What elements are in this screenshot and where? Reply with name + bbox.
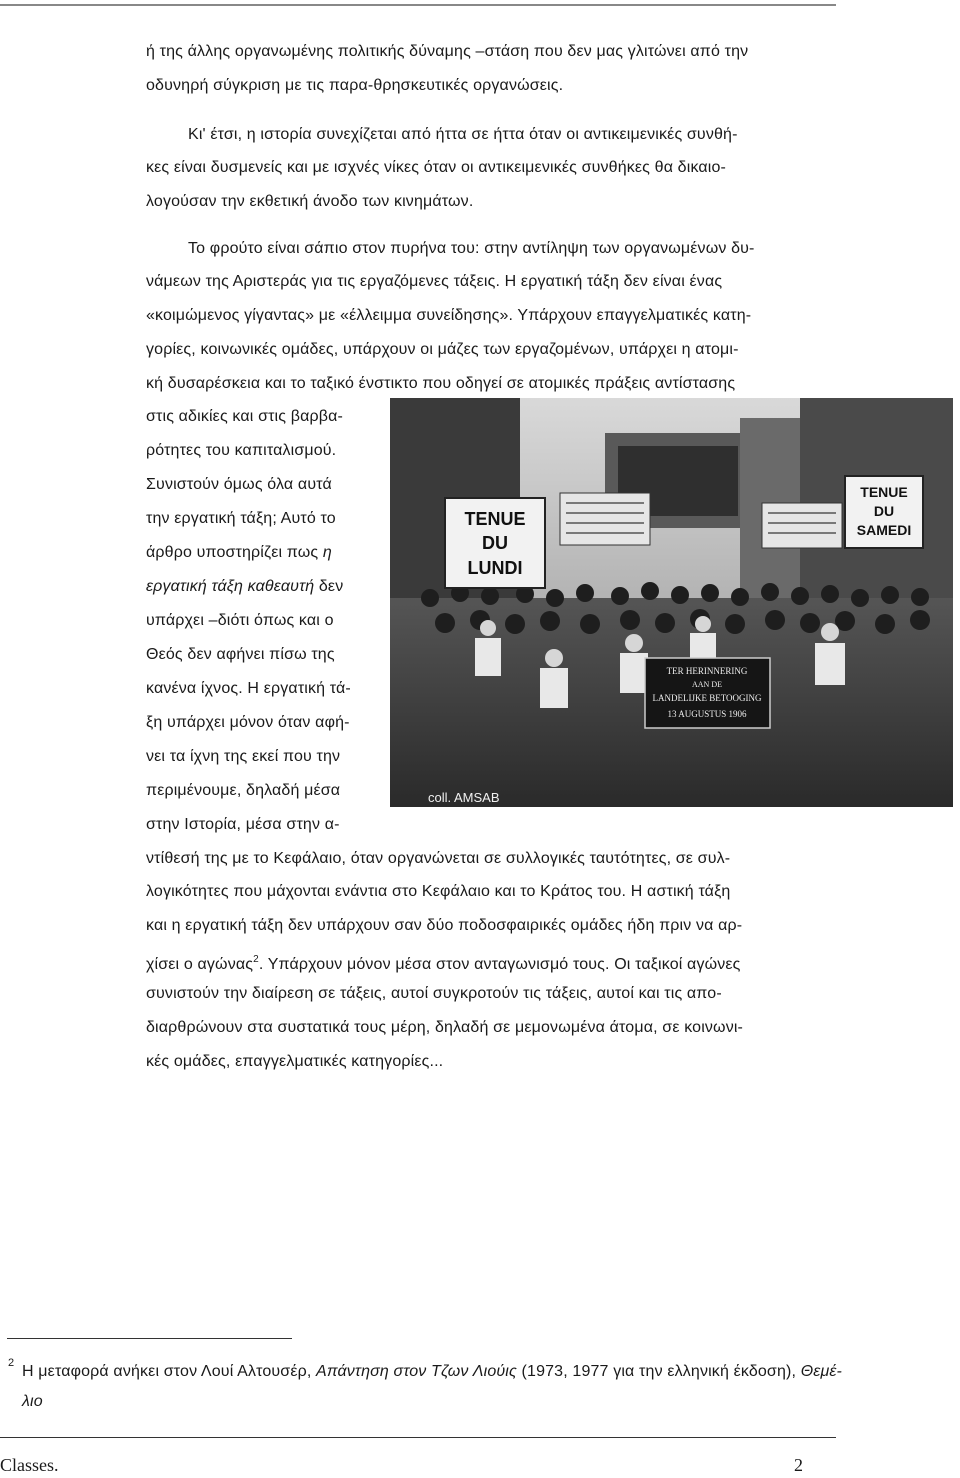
historical-photo — [390, 398, 953, 807]
sign-tenue-du-lundi — [445, 498, 545, 588]
text-line: νει τα ίχνη της εκεί που την — [146, 748, 341, 765]
footnote-number: 2 — [8, 1357, 15, 1369]
italic-span: Θεμέ- — [800, 1363, 843, 1380]
footnote-line — [22, 1392, 43, 1412]
text-line: Κι' έτσι, η ιστορία συνεχίζεται από ήττα σε ήττα όταν οι αντικειμενικές συνθή- — [188, 126, 738, 143]
italic-span: Απάντηση στον Τζων Λιούις — [316, 1363, 517, 1380]
text-line: Συνιστούν όμως όλα αυτά — [146, 476, 332, 493]
text-line: υπάρχει –διότι όπως και ο — [146, 612, 334, 629]
svg-text:TENUE: TENUE — [464, 509, 526, 529]
text-line: στην Ιστορία, μέσα στην α- — [146, 816, 340, 833]
text-line: κή δυσαρέσκεια και το ταξικό ένστικτο που οδηγεί σε ατομικές πράξεις αντίστασης — [146, 375, 736, 392]
text-span: δεν — [314, 578, 344, 595]
text-span: Η μεταφορά ανήκει στον Λουί Αλτουσέρ, — [22, 1363, 317, 1380]
text-line — [146, 950, 741, 975]
text-line: γορίες, κοινωνικές ομάδες, υπάρχουν οι μάζες των εργαζομένων, υπάρχει η ατομι- — [146, 341, 739, 358]
sign-tenue-du-samedi — [845, 476, 923, 548]
text-span: άρθρο υποστηρίζει πως — [146, 544, 323, 561]
header-rule — [0, 4, 836, 6]
svg-text:13 AUGUSTUS 1906: 13 AUGUSTUS 1906 — [667, 709, 747, 719]
text-line: διαρθρώνουν στα συστατικά τους μέρη, δηλαδή σε μεμονωμένα άτομα, σε κοινωνι- — [146, 1019, 744, 1036]
text-line: Θεός δεν αφήνει πίσω της — [146, 646, 335, 663]
footer-rule — [0, 1437, 836, 1438]
text-line: την εργατική τάξη; Αυτό το — [146, 510, 336, 527]
photo-credit: coll. AMSAB — [428, 790, 500, 805]
svg-text:SAMEDI: SAMEDI — [856, 522, 912, 538]
svg-text:DU: DU — [873, 503, 895, 519]
footnote-separator — [7, 1338, 292, 1339]
footnote-line — [22, 1362, 842, 1382]
text-line: στις αδικίες και στις βαρβα- — [146, 408, 343, 425]
svg-text:AAN DE: AAN DE — [692, 680, 722, 689]
text-line: Το φρούτο είναι σάπιο στον πυρήνα του: στην αντίληψη των οργανωμένων δυ- — [188, 240, 755, 257]
text-line: και η εργατική τάξη δεν υπάρχουν σαν δύο ποδοσφαιρικές ομάδες ήδη πριν να αρ- — [146, 917, 743, 934]
text-line — [146, 543, 332, 563]
text-line: ρότητες του καπιταλισμού. — [146, 442, 337, 459]
text-line: νάμεων της Αριστεράς για τις εργαζόμενες τάξεις. Η εργατική τάξη δεν είναι ένας — [146, 273, 723, 290]
text-line: κές ομάδες, επαγγελματικές κατηγορίες... — [146, 1053, 444, 1070]
text-line: «κοιμώμενος γίγαντας» με «έλλειμμα συνείδησης». Υπάρχουν επαγγελματικές κατη- — [146, 307, 752, 324]
footnote-ref[interactable]: 2 — [253, 954, 259, 965]
text-line: ξη υπάρχει μόνον όταν αφή- — [146, 714, 350, 731]
text-line: ντίθεσή της με το Κεφάλαιο, όταν οργανώνεται σε συλλογικές ταυτότητες, σε συλ- — [146, 850, 731, 867]
text-line: κανένα ίχνος. Η εργατική τά- — [146, 680, 351, 697]
italic-span: η — [322, 544, 332, 561]
footer-title: Classes. — [0, 1455, 59, 1475]
page-number: 2 — [794, 1455, 803, 1475]
text-line: λογικότητες που μάχονται ενάντια στο Κεφάλαιο και το Κράτος του. Η αστική τάξη — [146, 883, 731, 900]
svg-text:DU: DU — [482, 533, 508, 553]
text-line: οδυνηρή σύγκριση με τις παρα-θρησκευτικές οργανώσεις. — [146, 77, 564, 94]
text-line: κες είναι δυσμενείς και με ισχνές νίκες όταν οι αντικειμενικές συνθήκες θα δικαιο- — [146, 159, 727, 176]
svg-text:LUNDI: LUNDI — [467, 558, 523, 578]
text-line: συνιστούν την διαίρεση σε τάξεις, αυτοί συγκροτούν τις τάξεις, αυτοί και τις απο- — [146, 985, 722, 1002]
svg-text:TENUE: TENUE — [860, 484, 908, 500]
italic-span: λιο — [22, 1393, 43, 1410]
text-span: . Υπάρχουν μόνον μέσα στον ανταγωνισμό τους. Οι ταξικοί αγώνες — [258, 956, 741, 973]
text-line — [146, 577, 343, 597]
text-line: λογούσαν την εκθετική άνοδο των κινημάτων. — [146, 193, 474, 210]
text-line: ή της άλλης οργανωμένης πολιτικής δύναμης –στάση που δεν μας γλιτώνει από την — [146, 43, 749, 60]
text-span: (1973, 1977 για την ελληνική έκδοση), — [516, 1363, 801, 1380]
svg-text:LANDELIJKE BETOOGING: LANDELIJKE BETOOGING — [652, 693, 762, 703]
svg-text:TER HERINNERING: TER HERINNERING — [666, 666, 748, 676]
text-line: περιμένουμε, δηλαδή μέσα — [146, 782, 341, 799]
italic-span: εργατική τάξη καθεαυτή — [146, 578, 315, 595]
text-span: χίσει ο αγώνας — [146, 956, 254, 973]
commemoration-banner — [645, 658, 770, 728]
